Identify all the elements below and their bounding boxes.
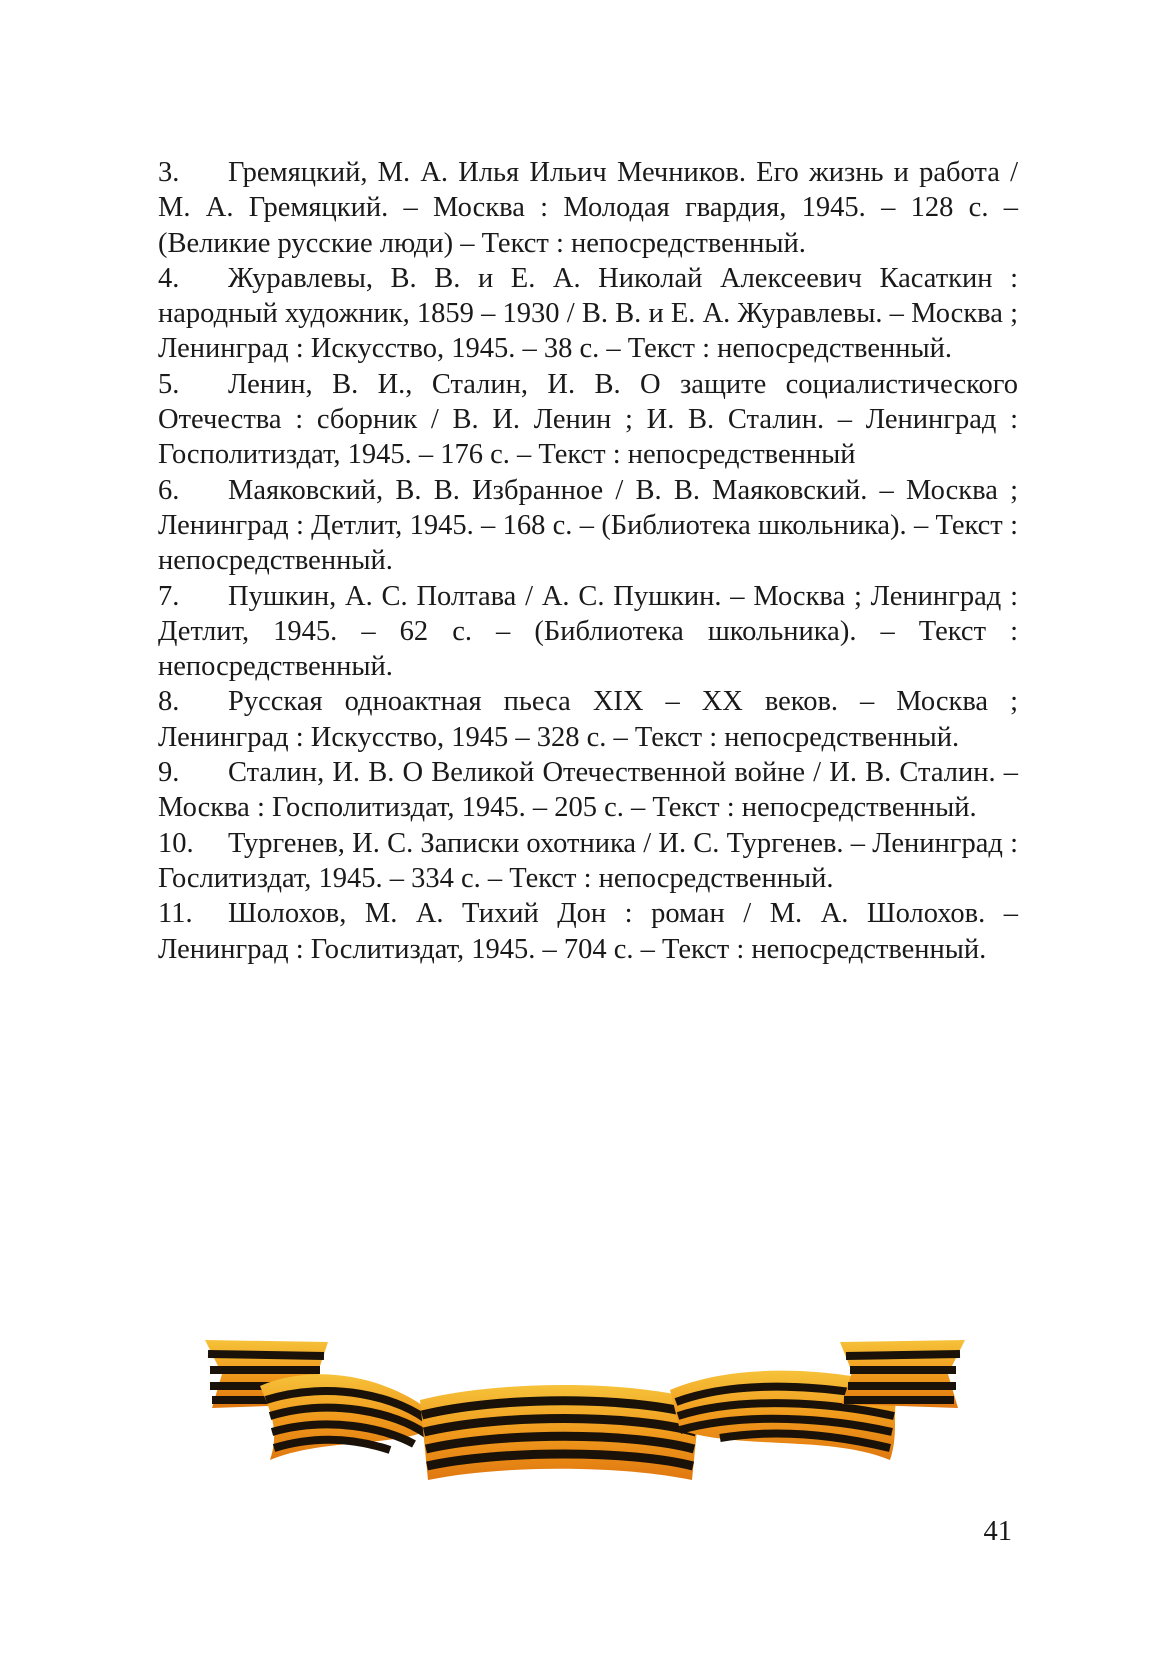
entry-number: 5.: [158, 368, 180, 400]
entry-text: Шолохов, М. А. Тихий Дон : роман / М. А. Шолохов. – Ленинград : Гослитиздат, 1945. – 704 с. – Текст : непосредственный.: [158, 898, 1018, 965]
entry-text: Русская одноактная пьеса XIX – XX веков. – Москва ; Ленинград : Искусство, 1945 – 328 с. – Текст : непосредственный.: [158, 686, 1018, 753]
bibliography-entry: [158, 826, 1018, 897]
entry-number: 9.: [158, 757, 180, 789]
ribbon-left-wave: [260, 1374, 440, 1460]
entry-number: 7.: [158, 580, 180, 612]
bibliography-entry: [158, 367, 1018, 473]
st-george-ribbon-icon: [200, 1320, 970, 1510]
entry-text: Журавлевы, В. В. и Е. А. Николай Алексеевич Касаткин : народный художник, 1859 – 1930 / В. В. и Е. А. Журавлевы. – Москва ; Ленинград : Искусство, 1945. – 38 с. – Текст : непосредственный.: [158, 262, 1018, 365]
entry-text: Маяковский, В. В. Избранное / В. В. Маяковский. – Москва ; Ленинград : Детлит, 1945. – 168 с. – (Библиотека школьника). – Текст : непосредственный.: [158, 474, 1018, 577]
entry-number: 3.: [158, 157, 180, 188]
entry-number: 10.: [158, 827, 194, 859]
entry-text: Пушкин, А. С. Полтава / А. С. Пушкин. – Москва ; Ленинград : Детлит, 1945. – 62 с. – (Библиотека школьника). – Текст : непосредственный.: [158, 580, 1018, 683]
entry-text: Гремяцкий, М. А. Илья Ильич Мечников. Его жизнь и работа / М. А. Гремяцкий. – Москва : Молодая гвардия, 1945. – 128 с. – (Великие русские люди) – Текст : непосредственный.: [158, 157, 1018, 259]
bibliography-entry: [158, 896, 1018, 967]
entry-text: Тургенев, И. С. Записки охотника / И. С. Тургенев. – Ленинград : Гослитиздат, 1945. – 334 с. – Текст : непосредственный.: [158, 827, 1018, 894]
entry-number: 11.: [158, 898, 193, 930]
entry-text: Сталин, И. В. О Великой Отечественной войне / И. В. Сталин. – Москва : Госполитиздат, 1945. – 205 с. – Текст : непосредственный.: [158, 757, 1018, 824]
bibliography-entry: [158, 473, 1018, 579]
bibliography-entry: [158, 579, 1018, 685]
entry-number: 8.: [158, 686, 180, 718]
bibliography-list: [158, 155, 1018, 967]
bibliography-entry: [158, 155, 1018, 261]
entry-text: Ленин, В. И., Сталин, И. В. О защите социалистического Отечества : сборник / В. И. Ленин ; И. В. Сталин. – Ленинград : Госполитиздат, 1945. – 176 с. – Текст : непосредственный: [158, 368, 1018, 471]
entry-number: 6.: [158, 474, 180, 506]
ribbon-right-tail: [840, 1340, 965, 1408]
bibliography-entry: [158, 261, 1018, 367]
bibliography-entry: [158, 755, 1018, 826]
entry-number: 4.: [158, 262, 180, 294]
page-number: 41: [983, 1516, 1012, 1547]
ribbon-center: [420, 1385, 700, 1480]
bibliography-entry: [158, 684, 1018, 755]
